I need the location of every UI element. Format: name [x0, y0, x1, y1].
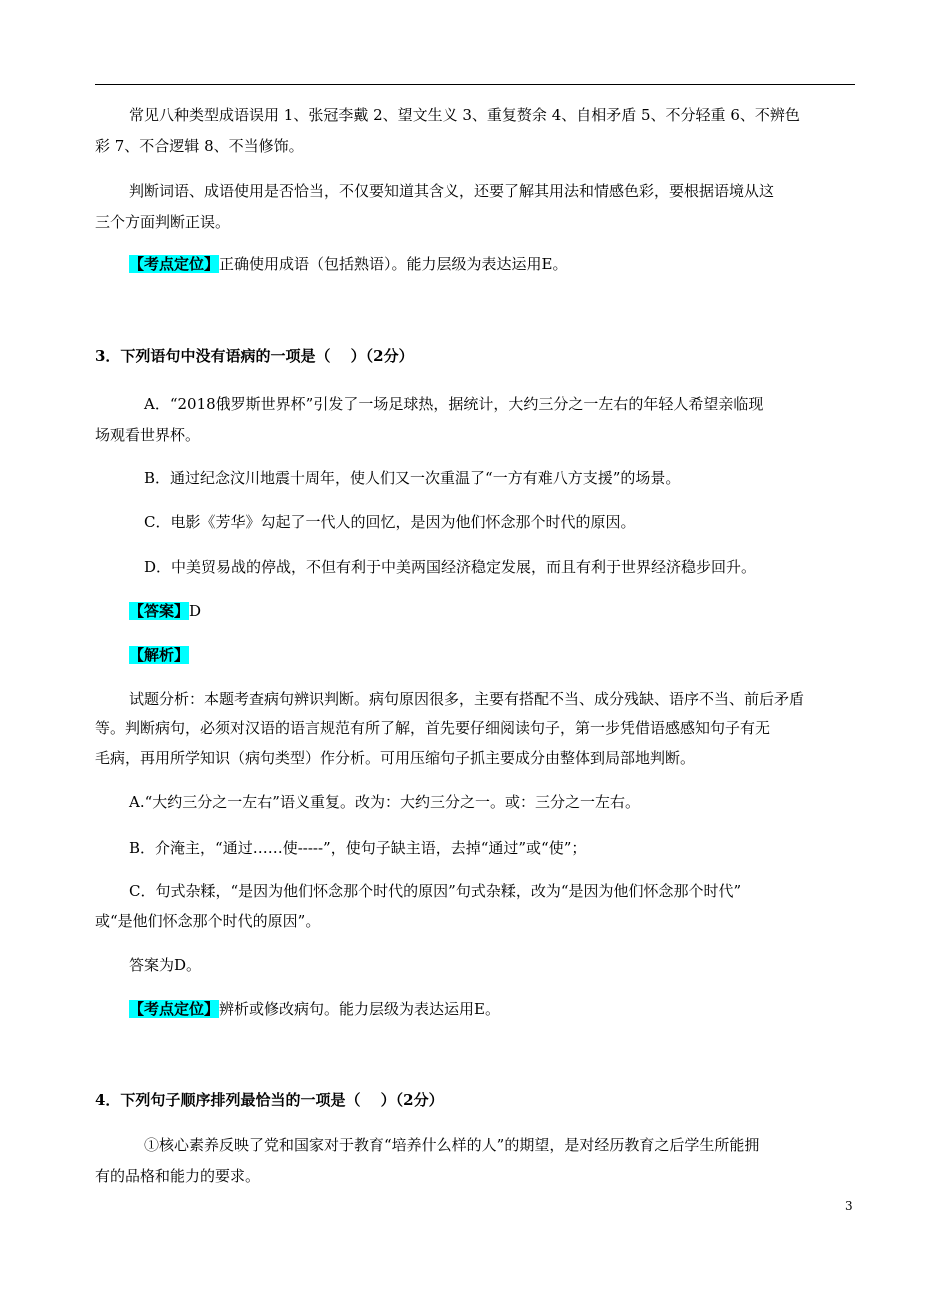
- q3-answer: [129, 601, 201, 621]
- q4-sentence-1-line-1: ①核心素养反映了党和国家对于教育“培养什么样的人”的期望，是对经历教育之后学生所能拥: [144, 1136, 760, 1154]
- q3-explanation-c-line-2: 或“是他们怀念那个时代的原因”。: [95, 912, 321, 930]
- judge-line-1: 判断词语、成语使用是否恰当，不仅要知道其含义，还要了解其用法和情感色彩，要根据语境从这: [129, 182, 775, 200]
- kaodian-tag: 【考点定位】: [129, 255, 220, 273]
- judge-line-2: 三个方面判断正误。: [95, 213, 231, 231]
- kaodian-tag-q3: 【考点定位】: [129, 1000, 220, 1018]
- kaodian-paragraph-2: [129, 999, 500, 1019]
- answer-value: D: [189, 602, 202, 620]
- page-number: 3: [845, 1199, 853, 1213]
- q3-option-a-line-1: A．“2018俄罗斯世界杯”引发了一场足球热，据统计，大约三分之一左右的年轻人希望亲临现: [144, 395, 764, 413]
- q4-sentence-1-line-2: 有的品格和能力的要求。: [95, 1167, 261, 1185]
- q3-option-a-line-2: 场观看世界杯。: [95, 426, 201, 444]
- question-4-title: 4．下列句子顺序排列最恰当的一项是（ ）（2分）: [95, 1091, 444, 1109]
- question-3-title: 3．下列语句中没有语病的一项是（ ）（2分）: [95, 347, 414, 365]
- q3-option-c: C．电影《芳华》勾起了一代人的回忆，是因为他们怀念那个时代的原因。: [144, 513, 636, 531]
- idiom-types-line-1: 常见八种类型成语误用 1、张冠李戴 2、望文生义 3、重复赘余 4、自相矛盾 5、不分轻重 6、不辨色: [129, 106, 800, 124]
- q3-final-answer: 答案为D。: [129, 956, 202, 974]
- q3-explanation-c-line-1: C．句式杂糅，“是因为他们怀念那个时代的原因”句式杂糅，改为“是因为他们怀念那个时代”: [129, 882, 742, 900]
- q3-analysis-line-2: 等。判断病句，必须对汉语的语言规范有所了解，首先要仔细阅读句子，第一步凭借语感感知句子有无: [95, 719, 771, 737]
- q3-option-d: D．中美贸易战的停战，不但有利于中美两国经济稳定发展，而且有利于世界经济稳步回升。: [144, 558, 757, 576]
- kaodian-text-q3: 辨析或修改病句。能力层级为表达运用E。: [219, 1000, 500, 1018]
- q3-explanation-b: B．介淹主，“通过……使-----”，使句子缺主语，去掉“通过”或“使”；: [129, 839, 587, 857]
- q3-analysis-line-3: 毛病，再用所学知识（病句类型）作分析。可用压缩句子抓主要成分由整体到局部地判断。: [95, 749, 696, 767]
- q3-option-b: B．通过纪念汶川地震十周年，使人们又一次重温了“一方有难八方支援”的场景。: [144, 469, 681, 487]
- q3-analysis-line-1: 试题分析：本题考查病句辨识判断。病句原因很多，主要有搭配不当、成分残缺、语序不当、前后矛盾: [129, 690, 805, 708]
- kaodian-paragraph-1: [129, 254, 567, 274]
- idiom-types-line-2: 彩 7、不合逻辑 8、不当修饰。: [95, 137, 304, 155]
- analysis-tag: 【解析】: [129, 646, 190, 664]
- kaodian-text: 正确使用成语（包括熟语）。能力层级为表达运用E。: [219, 255, 568, 273]
- answer-tag: 【答案】: [129, 602, 190, 620]
- q3-explanation-a: A.“大约三分之一左右”语义重复。改为：大约三分之一。或：三分之一左右。: [129, 793, 640, 811]
- header-rule: [95, 84, 855, 85]
- q3-analysis-heading: [129, 645, 189, 665]
